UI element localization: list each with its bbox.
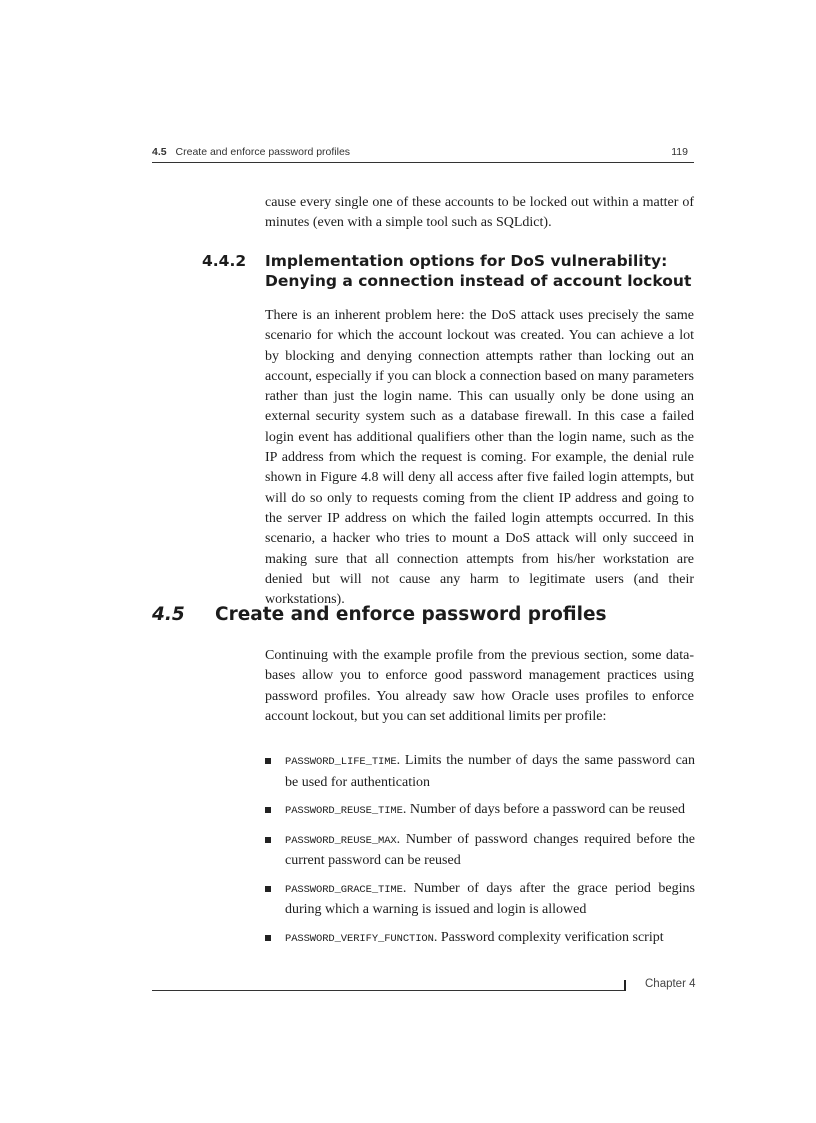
list-item <box>265 751 695 792</box>
bullet-square-icon <box>265 758 271 764</box>
parameter-name: PASSWORD_REUSE_TIME <box>285 805 403 817</box>
parameter-description: . Number of days before a password can be reused <box>402 802 686 817</box>
list-item <box>265 928 695 950</box>
intro-paragraph: cause every single one of these accounts to be locked out within a matter of minutes (even with a simple tool such as SQLdict). <box>265 195 694 231</box>
parameter-description: . Number of days after the grace period begins during which a warning is issued and login is allowed <box>285 880 695 917</box>
parameter-description: . Number of password changes required before the current password can be reused <box>285 831 695 868</box>
subsection-title-line1: Implementation options for DoS vulnerability: <box>265 252 668 270</box>
bullet-square-icon <box>265 837 271 843</box>
bullet-square-icon <box>265 886 271 892</box>
parameter-name: PASSWORD_GRACE_TIME <box>285 883 403 896</box>
profile-limits-list <box>265 751 695 957</box>
bullet-square-icon <box>265 935 271 941</box>
header-section-number: 4.5 <box>152 146 167 158</box>
page-number: 119 <box>671 146 688 158</box>
list-item <box>265 830 695 871</box>
footer-rule <box>152 990 624 991</box>
parameter-name: PASSWORD_VERIFY_FUNCTION <box>285 932 434 945</box>
section-paragraph: Continuing with the example profile from the previous section, some databases allow you to enforce good password management practices using password profiles. You already saw how Oracle uses profiles to enforce account lockout, but you can set additional limits per profile: <box>265 648 694 724</box>
header-section-title: Create and enforce password profiles <box>175 146 351 158</box>
bullet-square-icon <box>265 807 271 813</box>
section-title: Create and enforce password profiles <box>215 604 607 625</box>
parameter-name: PASSWORD_LIFE_TIME <box>285 756 397 768</box>
subsection-paragraph: There is an inherent problem here: the DoS attack uses precisely the same scenario for which the account lockout was created. You can achieve a lot by blocking and denying connection attempts rather than locking out an account, especially if you can block a connection based on many parameters rather than just the login name. This can usually only be done using an external security system such as a database firewall. In this case a failed login event has additional qualifiers other than the login name, such as the IP address from which the request is coming. For example, the denial rule shown in Figure 4.8 will deny all access after five failed login attempts, but will do so only to requests coming from the client IP address and going to the server IP address on which the failed login attempts occurred. In this scenario, a hacker who tries to mount a DoS attack will only succeed in making sure that all connection attempts from his/her workstation are denied but will not cause any harm to legitimate users (and their workstations). <box>265 308 694 608</box>
header-rule <box>152 162 694 163</box>
running-header <box>152 146 694 162</box>
parameter-description: . Password complexity verification script <box>433 929 664 945</box>
parameter-description: . Limits the number of days the same password can be used for authentication <box>285 753 695 790</box>
chapter-label: Chapter 4 <box>645 978 696 990</box>
list-item <box>265 879 695 920</box>
subsection-title-line2: Denying a connection instead of account lockout <box>265 272 692 290</box>
subsection-title <box>265 251 705 291</box>
section-number: 4.5 <box>152 604 185 625</box>
subsection-number: 4.4.2 <box>202 252 247 270</box>
list-item <box>265 800 695 822</box>
footer-tick <box>624 980 626 991</box>
parameter-name: PASSWORD_REUSE_MAX <box>285 834 397 847</box>
